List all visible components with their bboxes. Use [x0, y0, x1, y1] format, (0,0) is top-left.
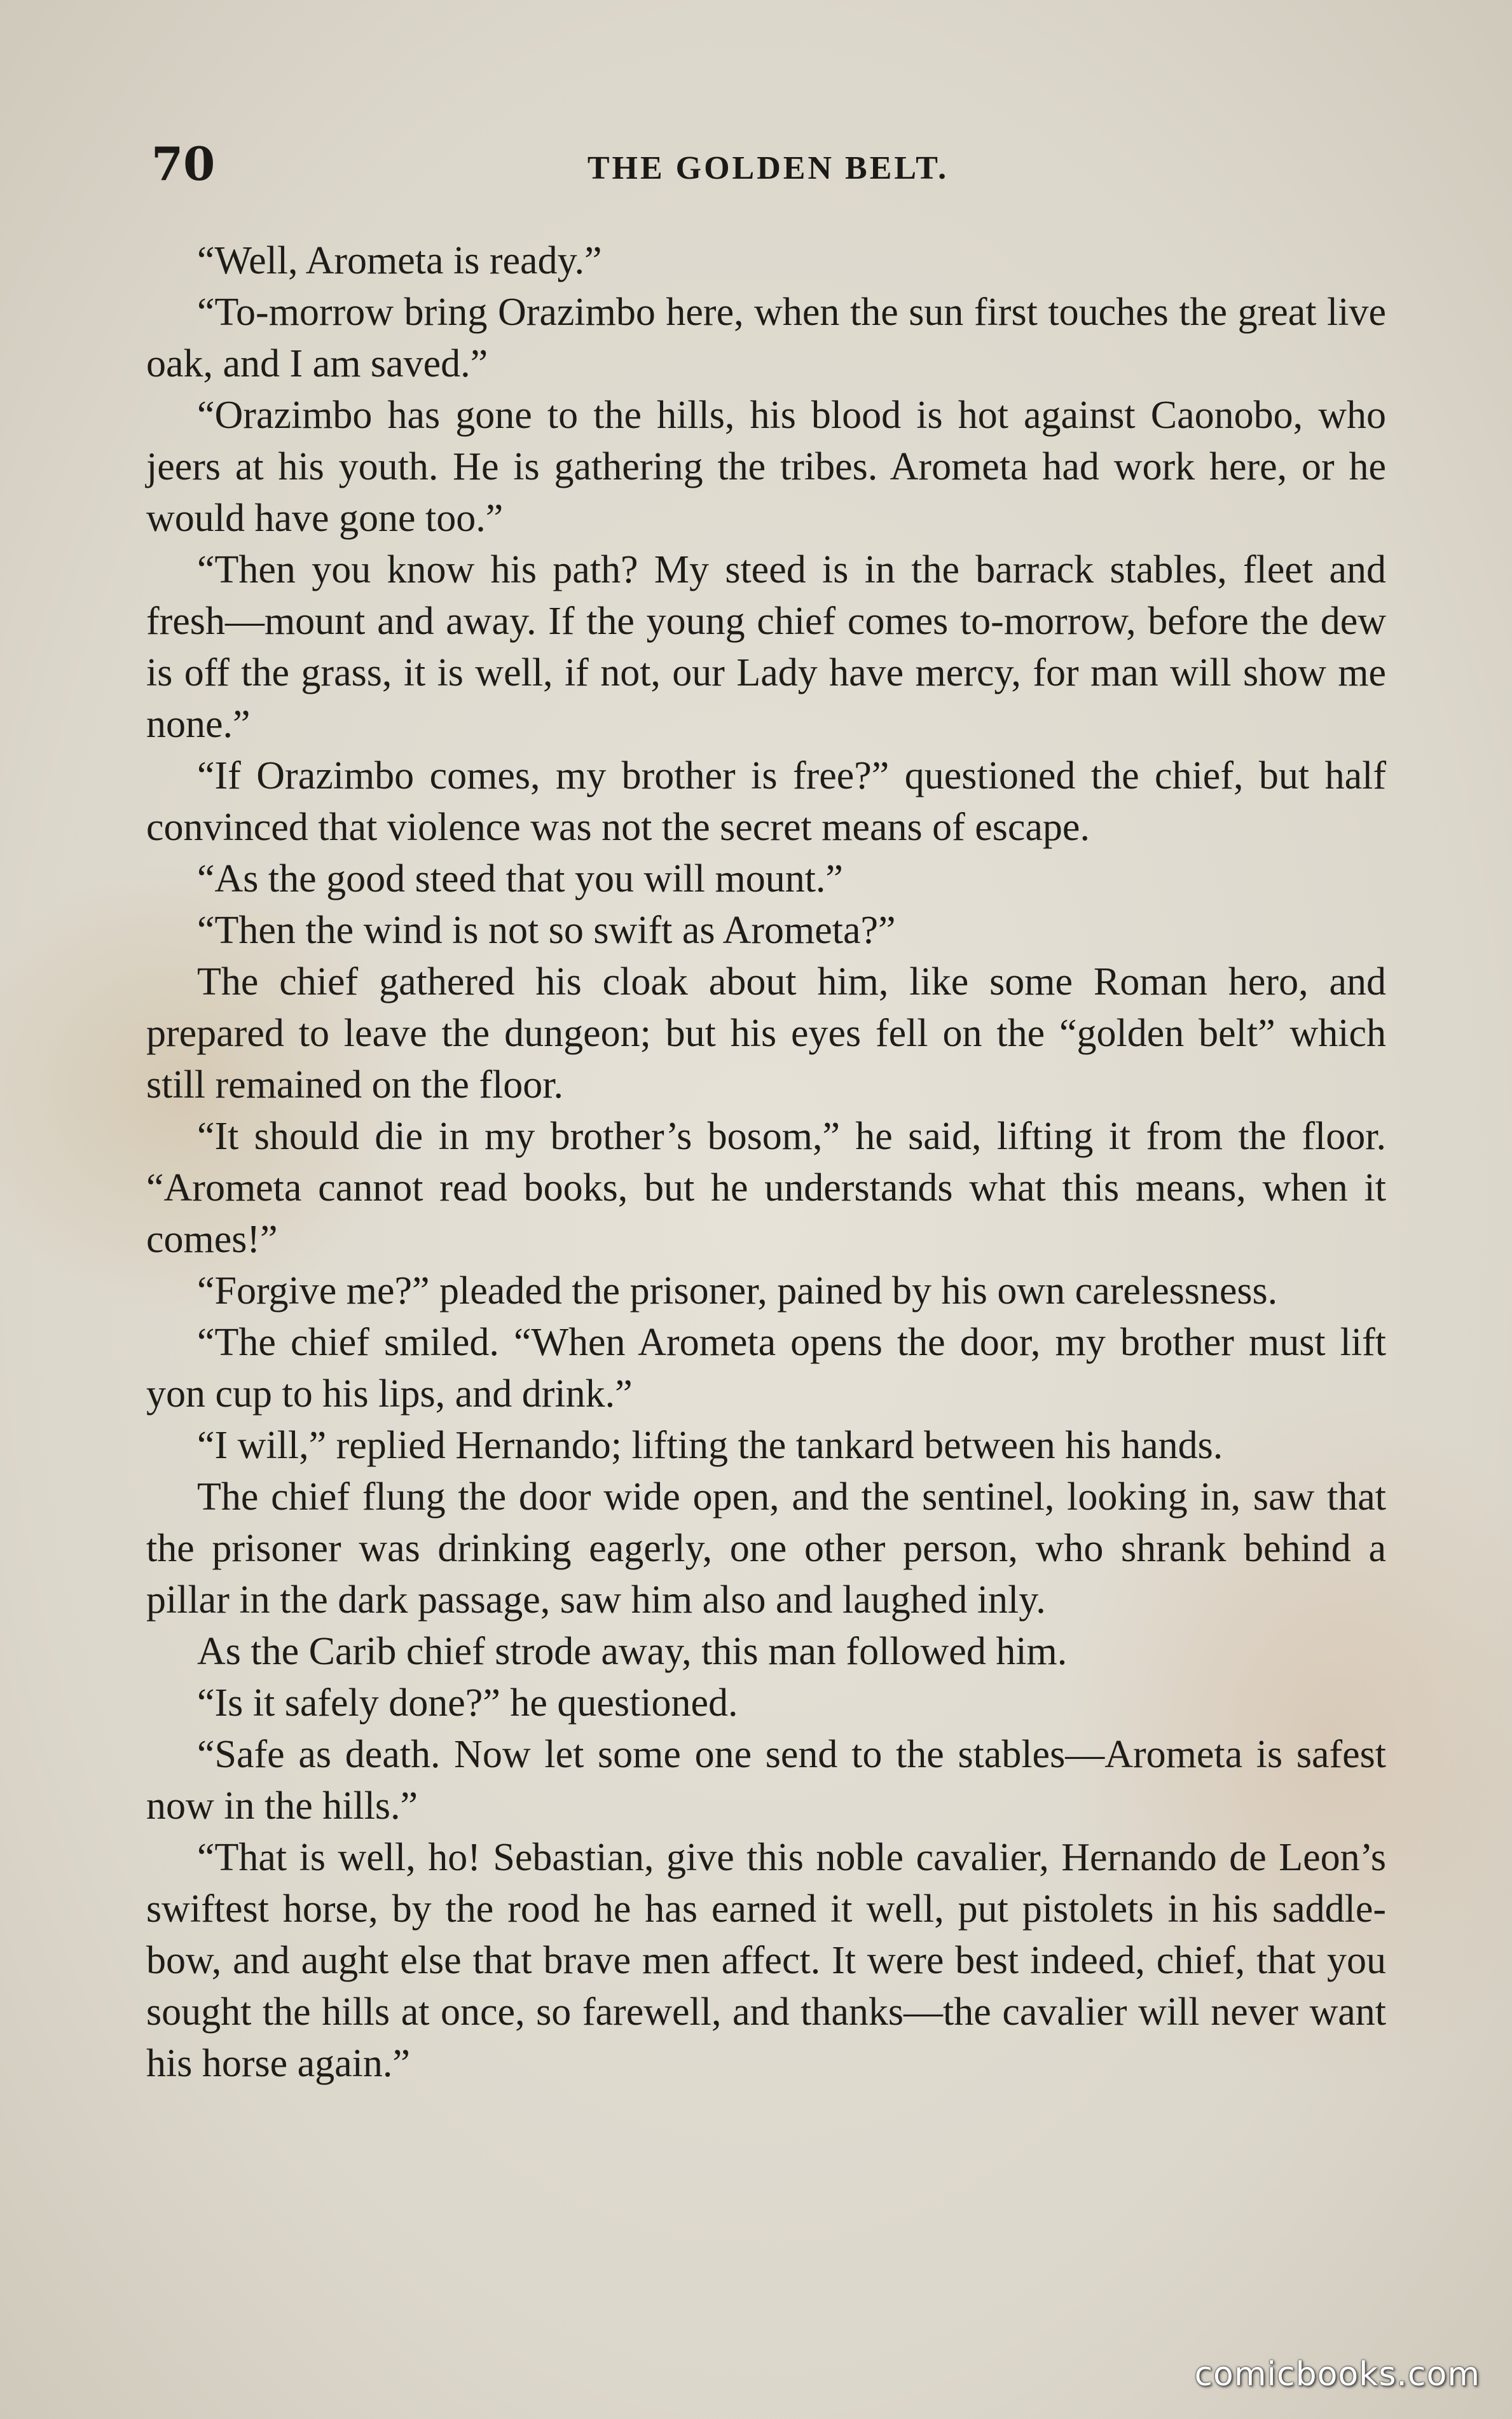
paragraph: “As the good steed that you will mount.” [197, 857, 843, 900]
running-title: THE GOLDEN BELT. [587, 150, 949, 186]
paragraph: “To-morrow bring Orazimbo here, when the sun first touches the great live oak, and I am saved.” [146, 291, 1386, 385]
page-number: 70 [151, 137, 216, 191]
paragraph: As the Carib chief strode away, this man followed him. [197, 1630, 1068, 1673]
paragraph: “If Orazimbo comes, my brother is free?” questioned the chief, but half convinced that violence was not the secret means of escape. [146, 754, 1386, 849]
paragraph: “Is it safely done?” he questioned. [197, 1681, 738, 1725]
page-header [151, 137, 1385, 194]
paragraph: “Then you know his path? My steed is in the barrack stables, fleet and fresh—mount and away. If the young chief comes to-morrow, before the dew is off the grass, it is well, if not, our Lady have mercy, for man will show me none.” [146, 548, 1386, 746]
paragraph: “The chief smiled. “When Arometa opens the door, my brother must lift yon cup to his lips, and drink.” [146, 1321, 1386, 1416]
paragraph: The chief flung the door wide open, and the sentinel, looking in, saw that the prisoner was drinking eagerly, one other person, who shrank behind a pillar in the dark passage, saw him also and laughed inly. [146, 1475, 1386, 1622]
paragraph: The chief gathered his cloak about him, like some Roman hero, and prepared to leave the dungeon; but his eyes fell on the “golden belt” which still remained on the floor. [146, 960, 1386, 1106]
body-text [146, 235, 1386, 2090]
paragraph: “I will,” replied Hernando; lifting the tankard between his hands. [197, 1424, 1223, 1467]
paragraph: “Well, Arometa is ready.” [197, 239, 602, 282]
paragraph: “That is well, ho! Sebastian, give this noble cavalier, Hernando de Leon’s swiftest horse, by the rood he has earned it well, put pistolets in his saddle-bow, and aught else that brave men affect. It were best indeed, chief, that you sought the hills at once, so farewell, and thanks—the cavalier will never want his horse again.” [146, 1836, 1386, 2085]
paragraph: “Orazimbo has gone to the hills, his blood is hot against Caonobo, who jeers at his youth. He is gathering the tribes. Arometa had work here, or he would have gone too.” [146, 394, 1386, 540]
paragraph: “Forgive me?” pleaded the prisoner, pained by his own carelessness. [197, 1269, 1278, 1313]
paragraph: “Safe as death. Now let some one send to the stables—Arometa is safest now in the hills.” [146, 1733, 1386, 1828]
watermark: comicbooks.com [1194, 2355, 1480, 2394]
paragraph: “Then the wind is not so swift as Arometa?” [197, 909, 896, 952]
paragraph: “It should die in my brother’s bosom,” he said, lifting it from the floor. “Arometa cannot read books, but he understands what this means, when it comes!” [146, 1115, 1386, 1261]
